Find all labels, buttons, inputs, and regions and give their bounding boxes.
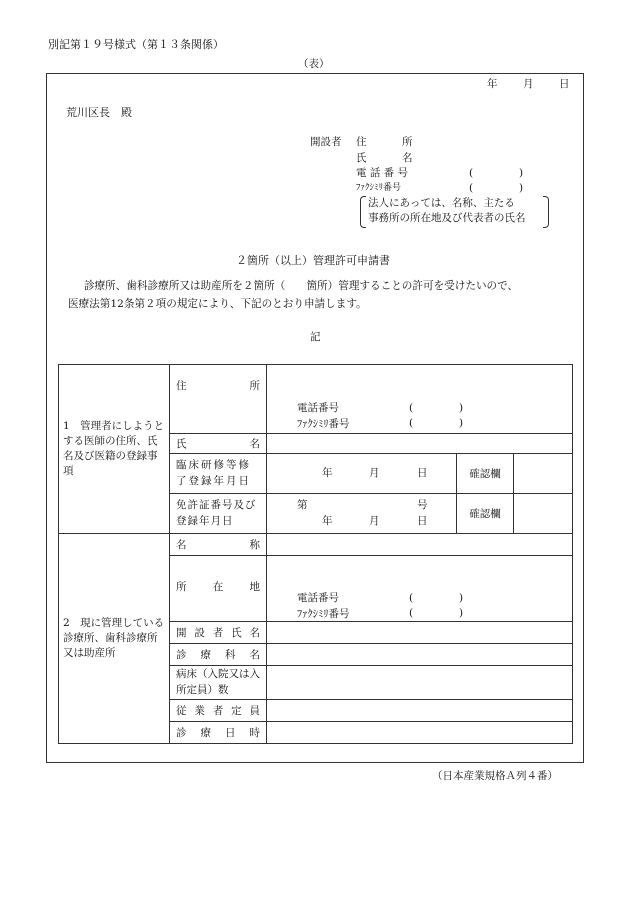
applicant-fax-paren-open: (	[469, 182, 474, 194]
doctor-fax-paren-open: (	[409, 417, 414, 429]
beds-field[interactable]	[267, 666, 573, 700]
license-confirm-field[interactable]	[514, 494, 573, 534]
date-year-label: 年	[487, 78, 498, 90]
department-field[interactable]	[267, 644, 573, 666]
license-confirm-label: 確認欄	[457, 494, 514, 534]
department-label: 診 療 科 名	[170, 644, 267, 666]
doctor-phone-label: 電話番号	[297, 402, 339, 414]
doctor-name-field[interactable]	[267, 434, 573, 454]
license-number-field[interactable]: 第 号 年 月 日	[267, 494, 457, 534]
table-row	[59, 365, 573, 434]
staff-quota-field[interactable]	[267, 700, 573, 722]
applicant-phone-paren-open: (	[469, 167, 474, 179]
document-title: ２箇所（以上）管理許可申請書	[236, 254, 390, 267]
facility-name-field[interactable]	[267, 534, 573, 556]
doctor-address-field[interactable]	[267, 365, 573, 434]
form-number: 別記第１９号様式（第１３条関係）	[48, 38, 224, 51]
facility-location-label: 所 在 地	[170, 556, 267, 622]
applicant-address-label-2: 所	[402, 136, 413, 148]
facility-phone-label: 電話番号	[297, 592, 339, 604]
beds-label: 病床（入院又は入所定員）数	[170, 666, 267, 700]
founder-name-field[interactable]	[267, 622, 573, 644]
applicant-fax-paren-close: )	[519, 182, 524, 194]
facility-fax-label: ﾌｧｸｼﾐﾘ番号	[297, 608, 350, 620]
address-label: 住 所	[170, 365, 267, 434]
consultation-hours-field[interactable]	[267, 722, 573, 744]
applicant-fax-label: ﾌｧｸｼﾐﾘ番号	[356, 183, 402, 193]
doctor-phone-paren-open: (	[409, 402, 414, 414]
facility-phone-paren-close: )	[459, 592, 464, 604]
addressee: 荒川区長 殿	[66, 106, 132, 119]
facility-fax-paren-close: )	[459, 607, 464, 619]
applicant-phone-paren-close: )	[519, 167, 524, 179]
applicant-name-label-1: 氏	[356, 152, 367, 164]
section1-header: 1 管理者にしようとする医師の住所、氏名及び医籍の登録事項	[59, 365, 170, 534]
doctor-fax-paren-close: )	[459, 417, 464, 429]
corporate-note-bracket-left	[360, 196, 366, 228]
date-month-label: 月	[523, 78, 534, 90]
facility-phone-paren-open: (	[409, 592, 414, 604]
paper-size-note: （日本産業規格Ａ列４番）	[432, 770, 558, 782]
staff-quota-label: 従 業 者 定 員	[170, 700, 267, 722]
training-confirm-field[interactable]	[514, 454, 573, 494]
facility-name-label: 名 称	[170, 534, 267, 556]
corporate-note-line2: 事務所の所在地及び代表者の氏名	[368, 212, 526, 224]
body-text-line1: 診療所、歯科診療所又は助産所を２箇所（ 箇所）管理することの許可を受けたいので、	[84, 280, 519, 292]
doctor-fax-label: ﾌｧｸｼﾐﾘ番号	[297, 418, 350, 430]
table-row	[59, 534, 573, 556]
body-text-line2: 医療法第12条第２項の規定により、下記のとおり申請します。	[68, 298, 367, 310]
facility-location-field[interactable]	[267, 556, 573, 622]
training-completion-label: 臨床研修等修了登録年月日	[170, 454, 267, 494]
section2-header: 2 現に管理している診療所、歯科診療所又は助産所	[59, 534, 170, 744]
founder-name-label: 開 設 者 氏 名	[170, 622, 267, 644]
applicant-address-label-1: 住	[356, 136, 367, 148]
license-label: 免許証番号及び登録年月日	[170, 494, 267, 534]
ki-heading: 記	[310, 331, 321, 343]
date-day-label: 日	[559, 78, 570, 90]
doctor-phone-paren-close: )	[459, 402, 464, 414]
facility-fax-paren-open: (	[409, 607, 414, 619]
name-label: 氏 名	[170, 434, 267, 454]
corporate-note-line1: 法人にあっては、名称、主たる	[368, 197, 515, 209]
training-date-field[interactable]: 年 月 日	[267, 454, 457, 494]
applicant-name-label-2: 名	[402, 152, 413, 164]
registration-table	[58, 364, 573, 744]
consultation-hours-label: 診 療 日 時	[170, 722, 267, 744]
training-confirm-label: 確認欄	[457, 454, 514, 494]
applicant-phone-label: 電 話 番 号	[356, 167, 409, 179]
front-side-label: （表）	[298, 58, 330, 70]
corporate-note-bracket-right	[543, 196, 549, 228]
applicant-role-label: 開設者	[310, 136, 342, 148]
